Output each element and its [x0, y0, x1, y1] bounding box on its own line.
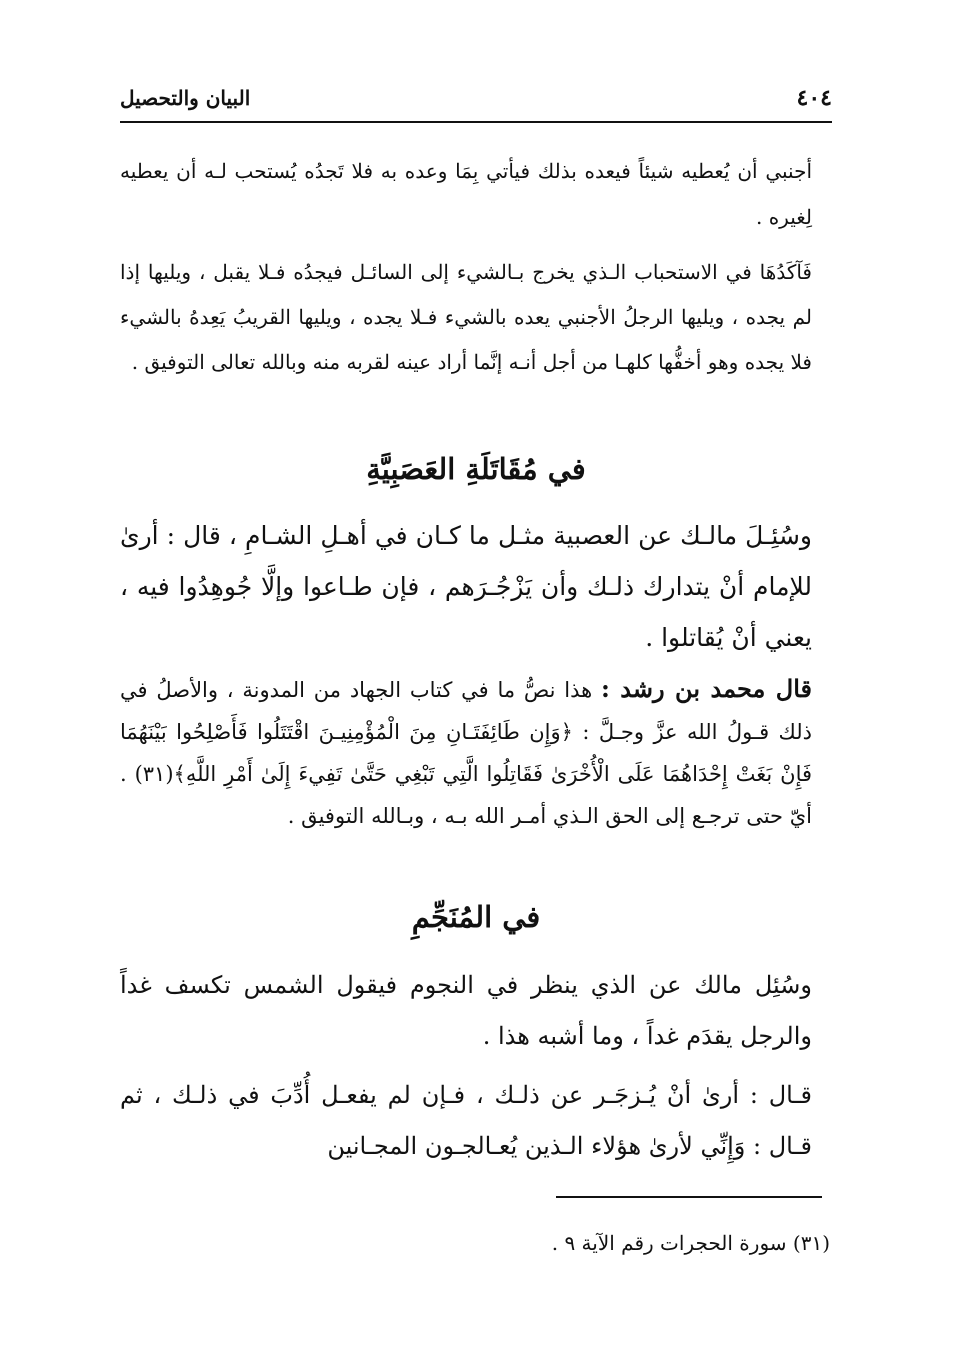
- paragraph-2: فَآكَدُهَا في الاستحباب الـذي يخرج بـالشيء إلى السائـل فيجدُه فـلا يقبل ، ويليها إذا لم يجده ، ويليها الرجلُ الأجنبي يعده بالشيء فـلا يجده ، ويليها القريبُ يَعِدهُ بالشيء فلا يجده وهو أخفُّها كلهـا من أجل أنـه إنَّما أراد عينه لقربه منه وبالله تعالى التوفيق .: [120, 260, 812, 374]
- paragraph-1: أجنبي أن يُعطيه شيئاً فيعده بذلك فيأتي بِمَا وعده به فلا تَجدُه يُستحب لـه أن يعطيه لِغيره .: [120, 159, 812, 229]
- page-header: [120, 78, 832, 118]
- page-number: ٤٠٤: [796, 85, 832, 111]
- paragraph-5: وسُئِل مالك عن الذي ينظر في النجوم فيقول الشمس تكسف غداً والرجل يقدَم غداً ، وما أشبه هذا .: [120, 971, 812, 1050]
- header-rule: [120, 121, 832, 123]
- paragraph-4: [120, 668, 812, 837]
- paragraph-3: وسُئِـلَ مالـك عن العصبية مثـل ما كـان في أهـلِ الشـامِ ، قال : أرىٰ للإمام أنْ يتدارك ذلـك وأن يَزْجُـرَهم ، فإن طـاعوا وإلَّا جُوهِدُوا فيه ، يعني أنْ يُقاتلوا .: [120, 521, 812, 652]
- section-heading-asabiyya: في مُقَاتَلَةِ العَصَبِيَّةِ: [366, 452, 586, 486]
- section-heading-munajjim: في المُنَجِّمِ: [411, 900, 541, 934]
- paragraph-4-body: هذا نصُّ ما في كتاب الجهاد من المدونة ، والأصلُ في ذلك قـولُ الله عزَّ وجـلَّ : ﴿وَإِن طَائِفَتَـانِ مِنَ الْمُؤْمِنِيـنَ اقْتَتَلُوا فَأَصْلِحُوا بَيْنَهُمَا فَإِنْ بَغَتْ إِحْدَاهُمَا عَلَى الْأُخْرَىٰ فَقَاتِلُوا الَّتِي تَبْغِي حَتَّىٰ تَفِيءَ إِلَىٰ أَمْرِ اللَّهِ﴾(٣١) . أيّ حتى ترجـع إلى الحق الـذي أمـر الله بـه ، وبـالله التوفيق .: [120, 678, 813, 828]
- footnote: (٣١) سورة الحجرات رقم الآية ٩ .: [551, 1231, 830, 1255]
- running-title: البيان والتحصيل: [120, 86, 251, 110]
- footnote-rule: [556, 1196, 822, 1198]
- paragraph-6: قـال : أرىٰ أنْ يُـزجَـر عن ذلـك ، فـإن لم يفعـل أُدِّبَ في ذلـك ، ثم قـال : وَإِنِّي لأرىٰ هؤلاء الـذين يُعـالجـون المجـانين: [120, 1081, 812, 1160]
- paragraph-4-lead: قال محمد بن رشد :: [600, 674, 812, 703]
